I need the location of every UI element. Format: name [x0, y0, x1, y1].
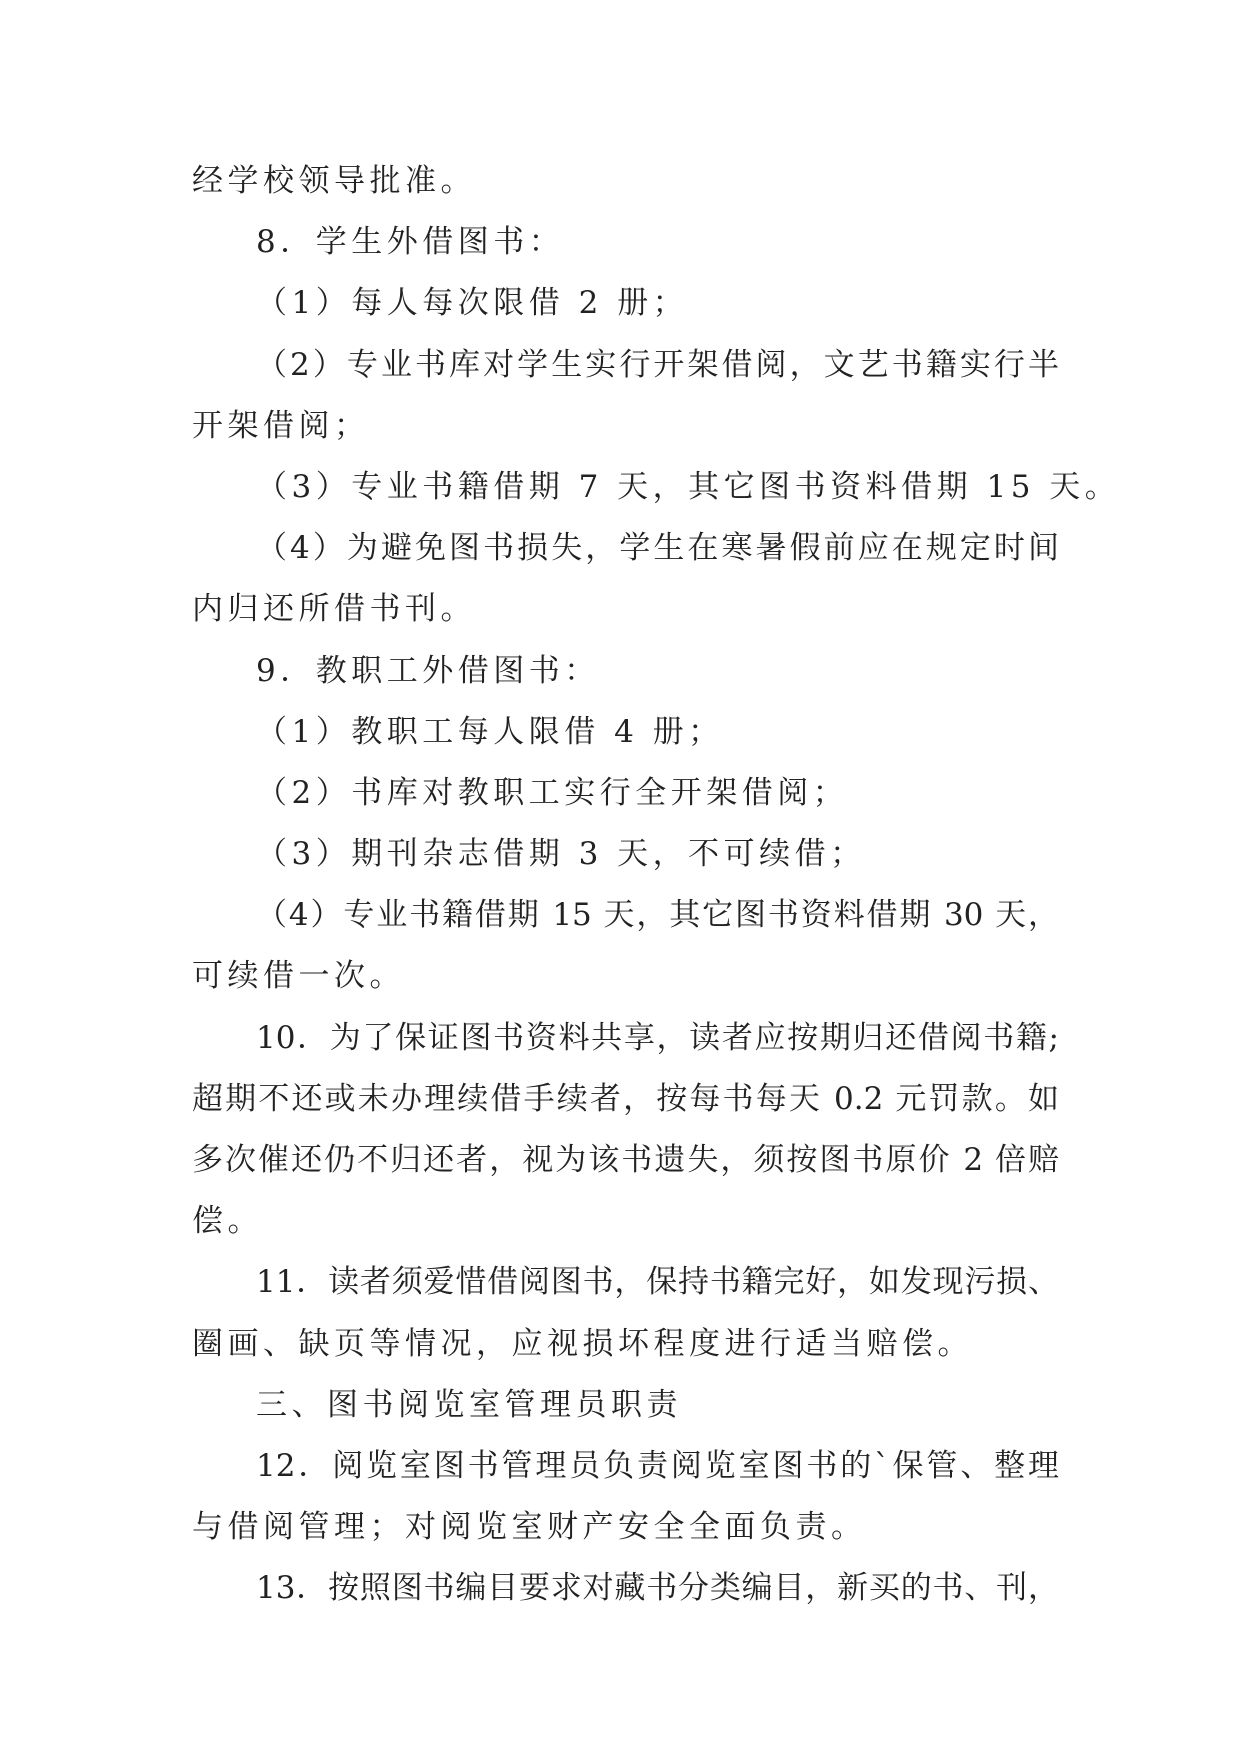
document-line: （2）专业书库对学生实行开架借阅，文艺书籍实行半 [256, 346, 1059, 383]
document-line: 9．教职工外借图书： [256, 652, 600, 689]
document-line: 可续借一次。 [192, 958, 405, 995]
document-line: （1）教职工每人限借 4 册； [256, 713, 724, 750]
document-line: （4）为避免图书损失，学生在寒暑假前应在规定时间 [256, 530, 1059, 567]
document-line: 8．学生外借图书： [256, 224, 565, 261]
document-line: 经学校领导批准。 [192, 163, 476, 199]
document-line: （1）每人每次限借 2 册； [256, 285, 689, 322]
document-line: 偿。 [192, 1203, 263, 1240]
document-line: 多次催还仍不归还者，视为该书遗失，须按图书原价 2 倍赔 [192, 1142, 1059, 1178]
document-line: 12．阅览室图书管理员负责阅览室图书的`保管、整理 [256, 1447, 1059, 1484]
document-line: 圈画、缺页等情况，应视损坏程度进行适当赔偿。 [192, 1325, 973, 1362]
document-line: 开架借阅； [192, 407, 370, 444]
document-line: （4）专业书籍借期 15 天，其它图书资料借期 30 天， [256, 897, 1059, 934]
document-line: （3）专业书籍借期 7 天，其它图书资料借期 15 天。 [256, 468, 1121, 505]
document-line: （2）书库对教职工实行全开架借阅； [256, 774, 849, 811]
document-line: 11．读者须爱惜借阅图书，保持书籍完好，如发现污损、 [256, 1264, 1059, 1301]
document-line: 内归还所借书刊。 [192, 591, 476, 628]
document-line: 三、图书阅览室管理员职责 [256, 1386, 682, 1423]
document-body [192, 151, 1121, 1620]
document-line: 10．为了保证图书资料共享，读者应按期归还借阅书籍; [256, 1019, 1059, 1056]
document-line: 与借阅管理；对阅览室财产安全全面负责。 [192, 1509, 867, 1546]
document-line: 13．按照图书编目要求对藏书分类编目，新买的书、刊， [256, 1570, 1059, 1607]
document-line: 超期不还或未办理续借手续者，按每书每天 0.2 元罚款。如 [192, 1080, 1059, 1117]
document-line: （3）期刊杂志借期 3 天，不可续借； [256, 836, 866, 873]
